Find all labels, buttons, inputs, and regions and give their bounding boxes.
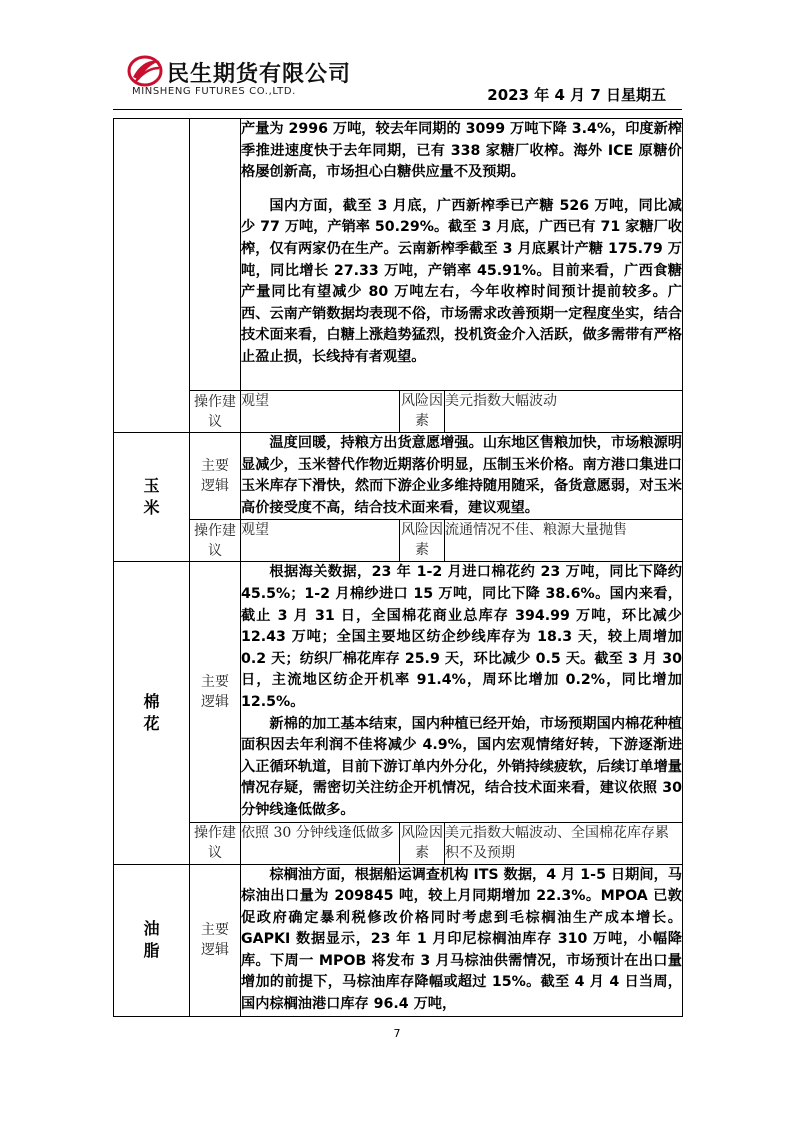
- sugar-logic-label-cell: [190, 119, 241, 391]
- corn-category-name: 玉米: [143, 476, 160, 518]
- cotton-logic-row: [114, 562, 683, 822]
- page-number: 7: [393, 1027, 401, 1040]
- main-logic-label: 主要逻辑: [190, 433, 241, 520]
- oil-category-name: 油脂: [143, 919, 160, 961]
- oil-logic-paragraph: 棕榈油方面，根据船运调查机构 ITS 数据，4 月 1-5 日期间，马棕油出口量为 209845 吨，较上月同期增加 22.3%。MPOA 已敦促政府确定暴利税修改价格同时考虑到毛棕榈油生产成本增长。GAPKI 数据显示，23 年 1 月印尼棕榈油库存 310 万吨，小幅降库。下周一 MPOB 将发布 3 月马棕油供需情况，市场预计在出口量增加的前提下，马棕油库存降幅或超过 15%。截至 4 月 4 日当周，国内棕榈油港口库存 96.4 万吨，: [241, 866, 682, 1013]
- corn-logic-row: [114, 433, 683, 520]
- risk-label: 风险因素: [400, 822, 445, 864]
- sugar-operation-value: 观望: [241, 391, 400, 433]
- oil-logic-text: [241, 864, 683, 1016]
- sugar-logic-row: [114, 119, 683, 391]
- cotton-operation-value: 依照 30 分钟线逢低做多: [241, 822, 400, 864]
- cotton-logic-paragraph-2: 新棉的加工基本结束，国内种植已经开始，市场预期国内棉花种植面积因去年利润不佳将减少 4.9%，国内宏观情绪好转，下游逐渐进入正循环轨道，目前下游订单内外分化，外销持续疲软，后续订单增量情况存疑，需密切关注纺企开机情况，结合技术面来看，建议依照 30 分钟线逢低做多。: [241, 715, 682, 818]
- sugar-operation-row: [114, 391, 683, 433]
- corn-logic-text: [241, 433, 683, 520]
- corn-operation-value: 观望: [241, 520, 400, 562]
- company-name-cn: 民生期货有限公司: [167, 62, 352, 87]
- cotton-category-cell: [114, 562, 190, 864]
- main-logic-label: 主要逻辑: [190, 562, 241, 822]
- cotton-category-name: 棉花: [143, 691, 160, 733]
- risk-label: 风险因素: [400, 520, 445, 562]
- risk-label: 风险因素: [400, 391, 445, 433]
- cotton-risk-value: 美元指数大幅波动、全国棉花库存累积不及预期: [445, 822, 683, 864]
- cotton-logic-text: [241, 562, 683, 822]
- minsheng-logo-icon: [127, 52, 163, 88]
- header-rule: [113, 109, 682, 110]
- report-date: 2023 年 4 月 7 日星期五: [487, 86, 666, 104]
- main-logic-label: 主要逻辑: [190, 864, 241, 1016]
- corn-category-cell: [114, 433, 190, 562]
- cotton-operation-row: [114, 822, 683, 864]
- cotton-logic-paragraph-1: 根据海关数据，23 年 1-2 月进口棉花约 23 万吨，同比下降约 45.5%；1-2 月棉纱进口 15 万吨，同比下降 38.6%。国内来看，截止 3 月 31 日，全国棉花商业总库存 394.99 万吨，环比减少 12.43 万吨；全国主要地区纺企纱线库存为 18.3 天，较上周增加 0.2 天；纺织厂棉花库存 25.9 天，环比减少 0.5 天。截至 3 月 30 日，主流地区纺企开机率 91.4%，周环比增加 0.2%，同比增加 12.5%。: [241, 564, 682, 710]
- company-name-en: MINSHENG FUTURES CO.,LTD.: [132, 86, 296, 97]
- oil-category-cell: [114, 864, 190, 1016]
- operation-label: 操作建议: [190, 822, 241, 864]
- sugar-category-cell: [114, 119, 190, 433]
- sugar-logic-paragraph-1: 产量为 2996 万吨，较去年同期的 3099 万吨下降 3.4%，印度新榨季推进速度快于去年同期，已有 338 家糖厂收榨。海外 ICE 原糖价格屡创新高，市场担心白糖供应量不及预期。: [241, 121, 682, 181]
- corn-risk-value: 流通情况不佳、粮源大量抛售: [445, 520, 683, 562]
- sugar-logic-paragraph-2: 国内方面，截至 3 月底，广西新榨季已产糖 526 万吨，同比减少 77 万吨，产销率 50.29%。截至 3 月底，广西已有 71 家糖厂收榨，仅有两家仍在生产。云南新榨季截至 3 月底累计产糖 175.79 万吨，同比增长 27.33 万吨，产销率 45.91%。目前来看，广西食糖产量同比有望减少 80 万吨左右，今年收榨时间预计提前较多。广西、云南产销数据均表现不俗，市场需求改善预期一定程度坐实，结合技术面来看，白糖上涨趋势猛烈，投机资金介入活跃，做多需带有严格止盈止损，长线持有者观望。: [241, 197, 682, 365]
- operation-label: 操作建议: [190, 391, 241, 433]
- corn-operation-row: [114, 520, 683, 562]
- oil-logic-row: [114, 864, 683, 1016]
- commodity-strategy-table: [113, 118, 683, 1017]
- page-header: [0, 0, 794, 112]
- sugar-risk-value: 美元指数大幅波动: [445, 391, 683, 433]
- operation-label: 操作建议: [190, 520, 241, 562]
- sugar-logic-text: [241, 119, 683, 391]
- corn-logic-paragraph: 温度回暖，持粮方出货意愿增强。山东地区售粮加快，市场粮源明显减少，玉米替代作物近期落价明显，压制玉米价格。南方港口集进口玉米库存下滑快，然而下游企业多维持随用随采，备货意愿弱，对玉米高价接受度不高，结合技术面来看，建议观望。: [241, 435, 682, 516]
